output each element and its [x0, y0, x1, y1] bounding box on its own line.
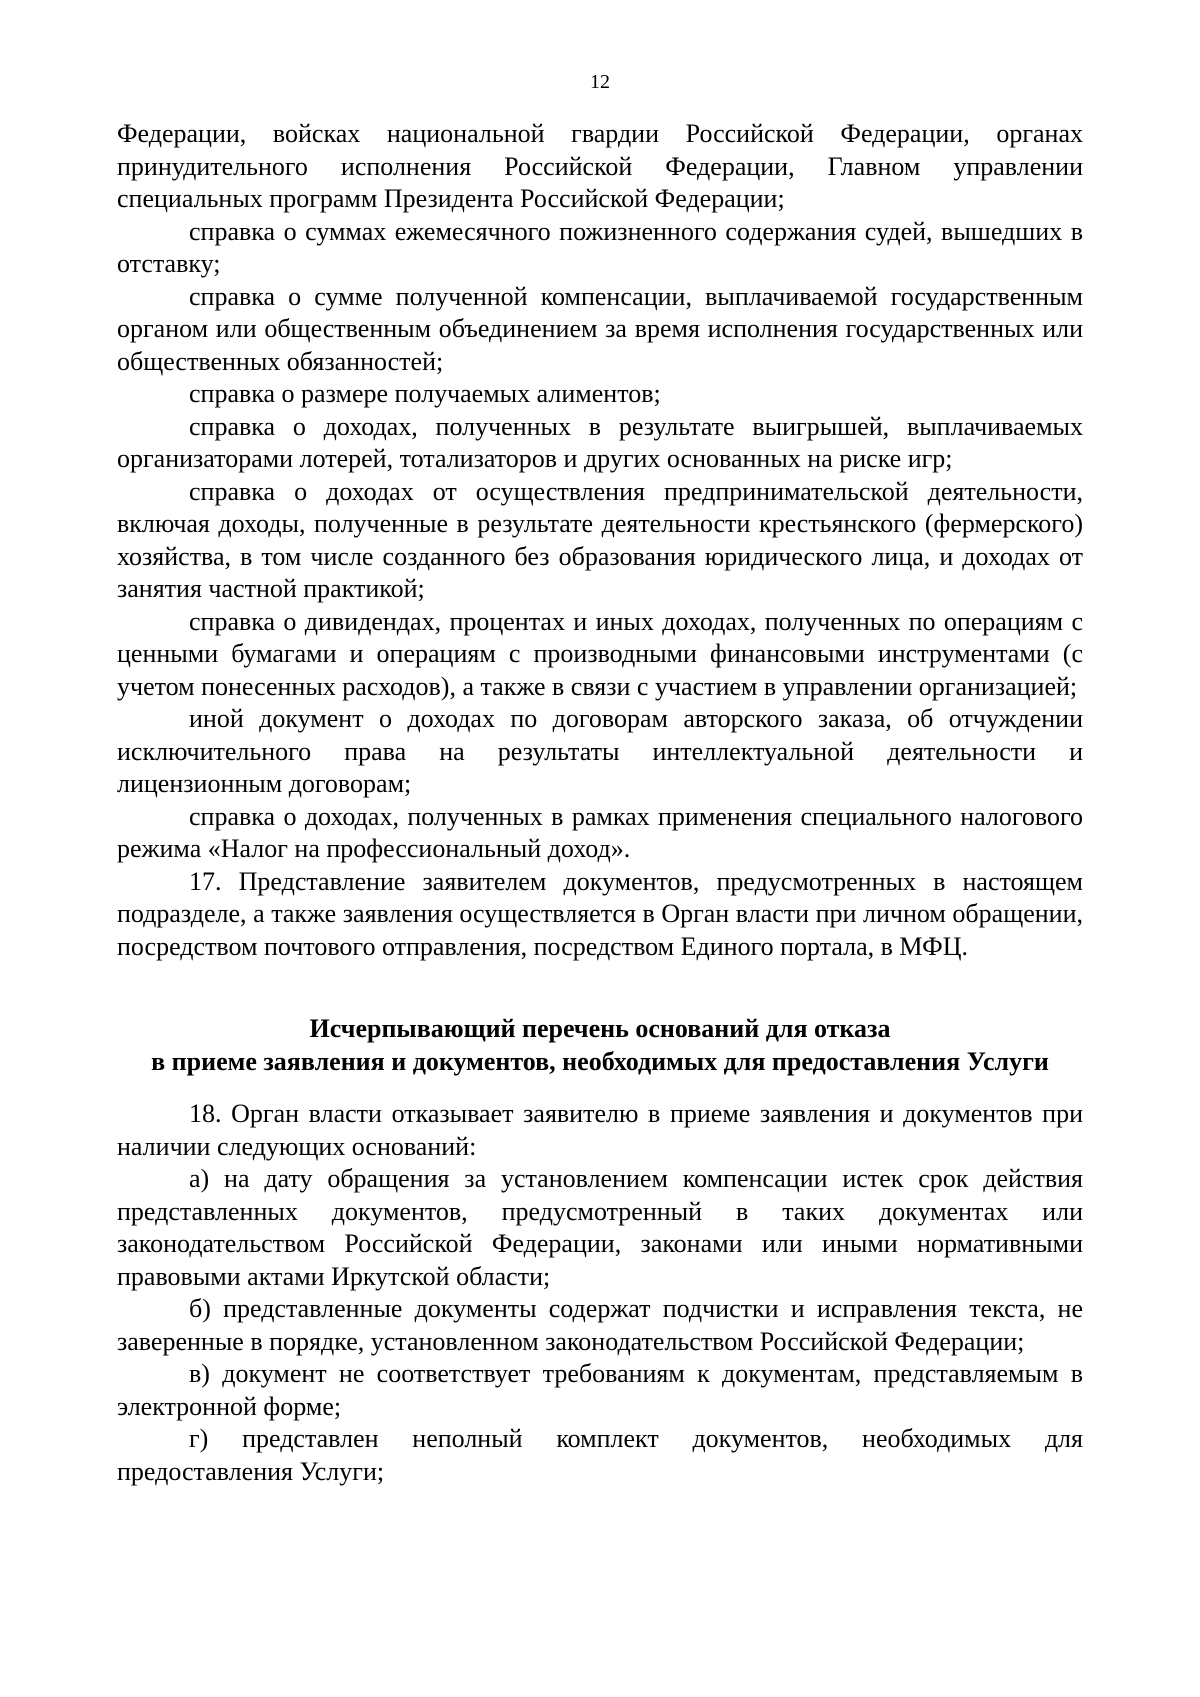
paragraph: 17. Представление заявителем документов, предусмотренных в настоящем подразделе, а также заявления осуществляется в Орган власти при личном обращении, посредством почтового отправления, посредством Единого портала, в МФЦ.	[117, 866, 1083, 961]
paragraph: справка о сумме полученной компенсации, выплачиваемой государственным органом или общественным объединением за время исполнения государственных или общественных обязанностей;	[117, 281, 1083, 376]
paragraph: а) на дату обращения за установлением компенсации истек срок действия представленных документов, предусмотренный в таких документах или законодательством Российской Федерации, законами или иными нормативными правовыми актами Иркутской области;	[117, 1164, 1083, 1291]
page-number: 12	[590, 71, 610, 93]
paragraph: б) представленные документы содержат подчистки и исправления текста, не заверенные в порядке, установленном законодательством Российской Федерации;	[117, 1294, 1083, 1356]
paragraph: справка о доходах, полученных в результате выигрышей, выплачиваемых организаторами лотерей, тотализаторов и других основанных на риске игр;	[117, 411, 1083, 473]
paragraph: справка о суммах ежемесячного пожизненного содержания судей, вышедших в отставку;	[117, 216, 1083, 278]
paragraph: справка о доходах, полученных в рамках применения специального налогового режима «Налог на профессиональный доход».	[117, 801, 1083, 863]
paragraph: справка о доходах от осуществления предпринимательской деятельности, включая доходы, полученные в результате деятельности крестьянского (фермерского) хозяйства, в том числе созданного без образования юридического лица, и доходах от занятия частной практикой;	[117, 476, 1083, 603]
document-body	[117, 118, 1083, 1488]
section-heading-line-1: Исчерпывающий перечень оснований для отказа	[309, 1014, 891, 1043]
section-heading-line-2: в приеме заявления и документов, необходимых для предоставления Услуги	[151, 1046, 1049, 1076]
paragraph-list-bottom	[117, 1098, 1083, 1488]
paragraph: справка о размере получаемых алиментов;	[189, 379, 661, 408]
paragraph: г) представлен неполный комплект документов, необходимых для предоставления Услуги;	[117, 1424, 1083, 1486]
paragraph: Федерации, войсках национальной гвардии Российской Федерации, органах принудительного исполнения Российской Федерации, Главном управлении специальных программ Президента Российской Федерации;	[117, 119, 1083, 213]
paragraph: в) документ не соответствует требованиям к документам, представляемым в электронной форме;	[117, 1359, 1083, 1421]
paragraph: 18. Орган власти отказывает заявителю в приеме заявления и документов при наличии следующих оснований:	[117, 1099, 1083, 1161]
paragraph: иной документ о доходах по договорам авторского заказа, об отчуждении исключительного права на результаты интеллектуальной деятельности и лицензионным договорам;	[117, 704, 1083, 798]
paragraph-list-top	[117, 118, 1083, 963]
section-heading	[117, 1013, 1083, 1078]
paragraph: справка о дивидендах, процентах и иных доходах, полученных по операциям с ценными бумагами и операциям с производными финансовыми инструментами (с учетом понесенных расходов), а также в связи с участием в управлении организацией;	[117, 606, 1083, 701]
